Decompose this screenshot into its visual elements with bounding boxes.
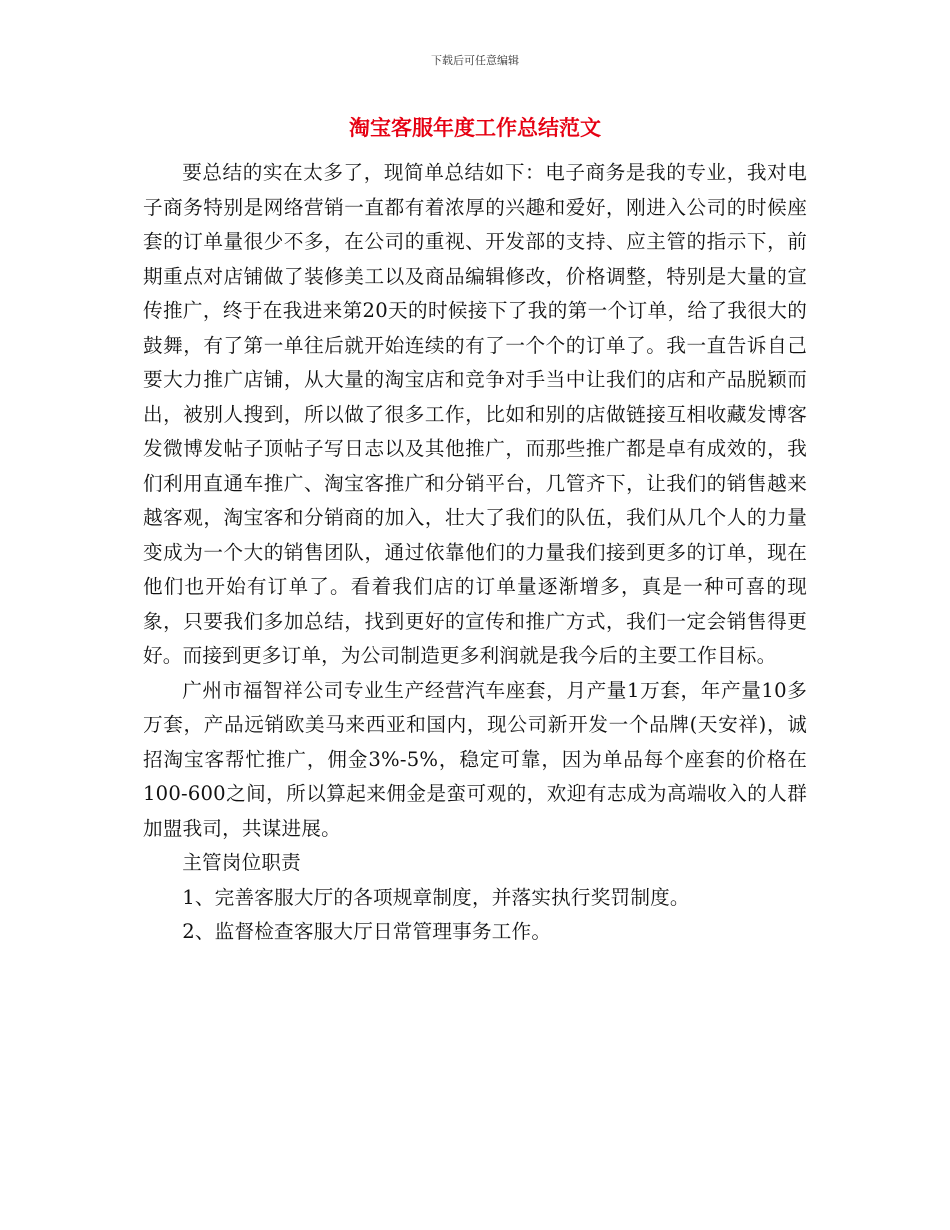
page-header-note: 下载后可任意编辑 xyxy=(431,54,519,67)
document-title: 淘宝客服年度工作总结范文 xyxy=(349,115,601,140)
list-item: 1、完善客服大厅的各项规章制度，并落实执行奖罚制度。 xyxy=(182,885,690,909)
document-body xyxy=(143,156,807,950)
list-item: 2、监督检查客服大厅日常管理事务工作。 xyxy=(182,920,552,943)
section-heading-supervisor-duties: 主管岗位职责 xyxy=(182,851,301,874)
paragraph-summary: 要总结的实在太多了，现简单总结如下：电子商务是我的专业，我对电子商务特别是网络营销一直都有着浓厚的兴趣和爱好，刚进入公司的时候座套的订单量很少不多，在公司的重视、开发部的支持、应主管的指示下，前期重点对店铺做了装修美工以及商品编辑修改，价格调整，特别是大量的宣传推广，终于在我进来第20天的时候接下了我的第一个订单，给了我很大的鼓舞，有了第一单往后就开始连续的有了一个个的订单了。我一直告诉自己要大力推广店铺，从大量的淘宝店和竞争对手当中让我们的店和产品脱颖而出，被别人搜到，所以做了很多工作，比如和别的店做链接互相收藏发博客发微博发帖子顶帖子写日志以及其他推广，而那些推广都是卓有成效的，我们利用直通车推广、淘宝客推广和分销平台，几管齐下，让我们的销售越来越客观，淘宝客和分销商的加入，壮大了我们的队伍，我们从几个人的力量变成为一个大的销售团队，通过依靠他们的力量我们接到更多的订单，现在他们也开始有订单了。看着我们店的订单量逐渐增多，真是一种可喜的现象，只要我们多加总结，找到更好的宣传和推广方式，我们一定会销售得更好。而接到更多订单，为公司制造更多利润就是我今后的主要工作目标。 xyxy=(143,161,807,667)
paragraph-company-intro: 广州市福智祥公司专业生产经营汽车座套，月产量1万套，年产量10多万套，产品远销欧美马来西亚和国内，现公司新开发一个品牌(天安祥)，诚招淘宝客帮忙推广，佣金3%-5%，稳定可靠，因为单品每个座套的价格在100-600之间，所以算起来佣金是蛮可观的，欢迎有志成为高端收入的人群加盟我司，共谋进展。 xyxy=(143,678,807,840)
